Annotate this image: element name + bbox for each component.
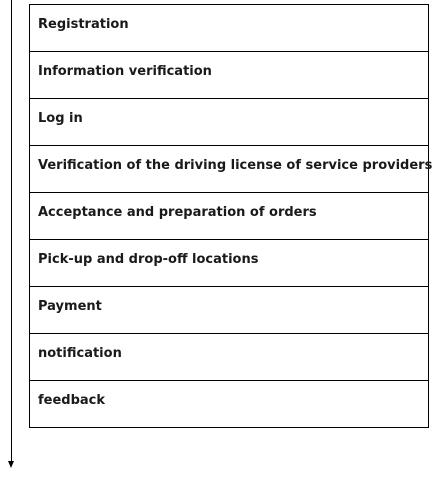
- process-steps-list: [29, 4, 433, 428]
- flow-arrow-line: [11, 0, 12, 462]
- step-pickup-dropoff: Pick-up and drop-off locations: [30, 240, 428, 287]
- step-information-verification: Information verification: [30, 52, 428, 99]
- step-payment: Payment: [30, 287, 428, 334]
- step-driving-license-verification: Verification of the driving license of service providers: [30, 146, 428, 193]
- flow-arrow-head-icon: [8, 461, 14, 468]
- step-feedback: feedback: [38, 393, 106, 408]
- step-registration: Registration: [30, 5, 428, 52]
- step-notification: notification: [30, 334, 428, 381]
- step-log-in: Log in: [30, 99, 428, 146]
- step-order-acceptance: Acceptance and preparation of orders: [30, 193, 428, 240]
